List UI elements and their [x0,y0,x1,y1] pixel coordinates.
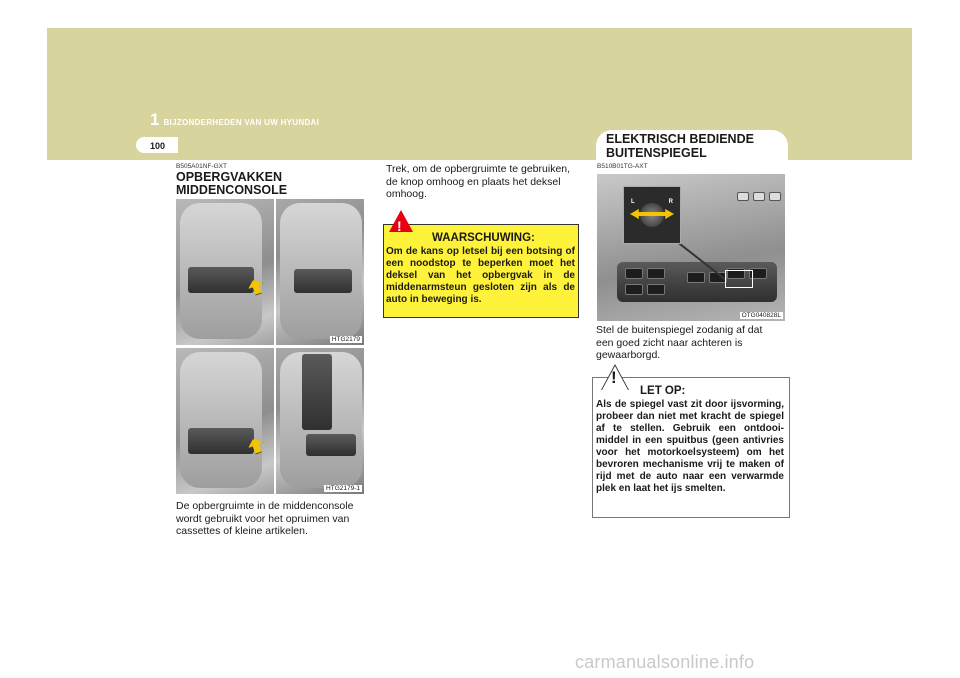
caution-text: Als de spiegel vast zit door ijsvorming, probeer dan niet met kracht de spiegel af te stellen. Gebruik een ontdooi-middel in een spuitbus (geen antivries voor het motorkoelsysteem) om het bevroren mechanisme vrij te maken of rijd met de auto naar een verwarmde plek en laat het ijs smelten. [596,399,784,494]
chapter-heading [150,110,319,130]
caution-title: LET OP: [640,385,686,397]
photo-console-closed [176,199,364,345]
section-title-mirror [606,132,786,160]
photo-label-bottom: HTG2179-1 [326,485,360,492]
warning-text: Om de kans op letsel bij een botsing of een noodstop te beperken moet het deksel van het opbergvak in de middenarmsteun gesloten zijn als de auto in beweging is. [386,246,575,305]
photo-console-open [176,348,364,494]
section-title-line2: BUITENSPIEGEL [606,146,707,160]
photo-label-top: HTG2179 [331,336,360,343]
heading-line1: OPBERGVAKKEN [176,170,283,184]
photo-label-mirror: OTG040828L [741,312,781,319]
section-title-line1: ELEKTRISCH BEDIENDE [606,132,754,146]
door-control-panel [617,262,777,302]
section-code-console: B505A01NF-GXT [176,163,227,170]
chapter-title: BIJZONDERHEDEN VAN UW HYUNDAI [163,118,320,127]
page-number: 100 [150,141,166,151]
switch-letter-right: R [668,199,673,205]
console-description: De opbergruimte in de middenconsole wordt gebruikt voor het opruimen van cassettes of kleine artikelen. [176,500,354,537]
warning-title: WAARSCHUWING: [432,232,535,244]
mirror-description: Stel de buitenspiegel zodanig af dat een goed zicht naar achteren is gewaarborgd. [596,324,763,361]
chapter-number: 1 [150,110,160,129]
switch-letter-left: L [631,199,635,205]
callout-target [725,270,753,288]
console-instruction: Trek, om de opbergruimte te gebruiken, de knop omhoog en plaats het deksel omhoog. [386,163,571,200]
heading-line2: MIDDENCONSOLE [176,183,288,197]
footer-watermark: carmanualsonline.info [575,652,755,672]
door-buttons [737,192,781,201]
caution-mark: ! [611,368,617,387]
mirror-switch-inset [623,186,681,244]
heading-console-storage [176,171,376,197]
warning-mark: ! [397,218,402,234]
section-code-mirror: B510B01TG-AXT [597,163,648,170]
photo-mirror-switch [597,174,785,321]
